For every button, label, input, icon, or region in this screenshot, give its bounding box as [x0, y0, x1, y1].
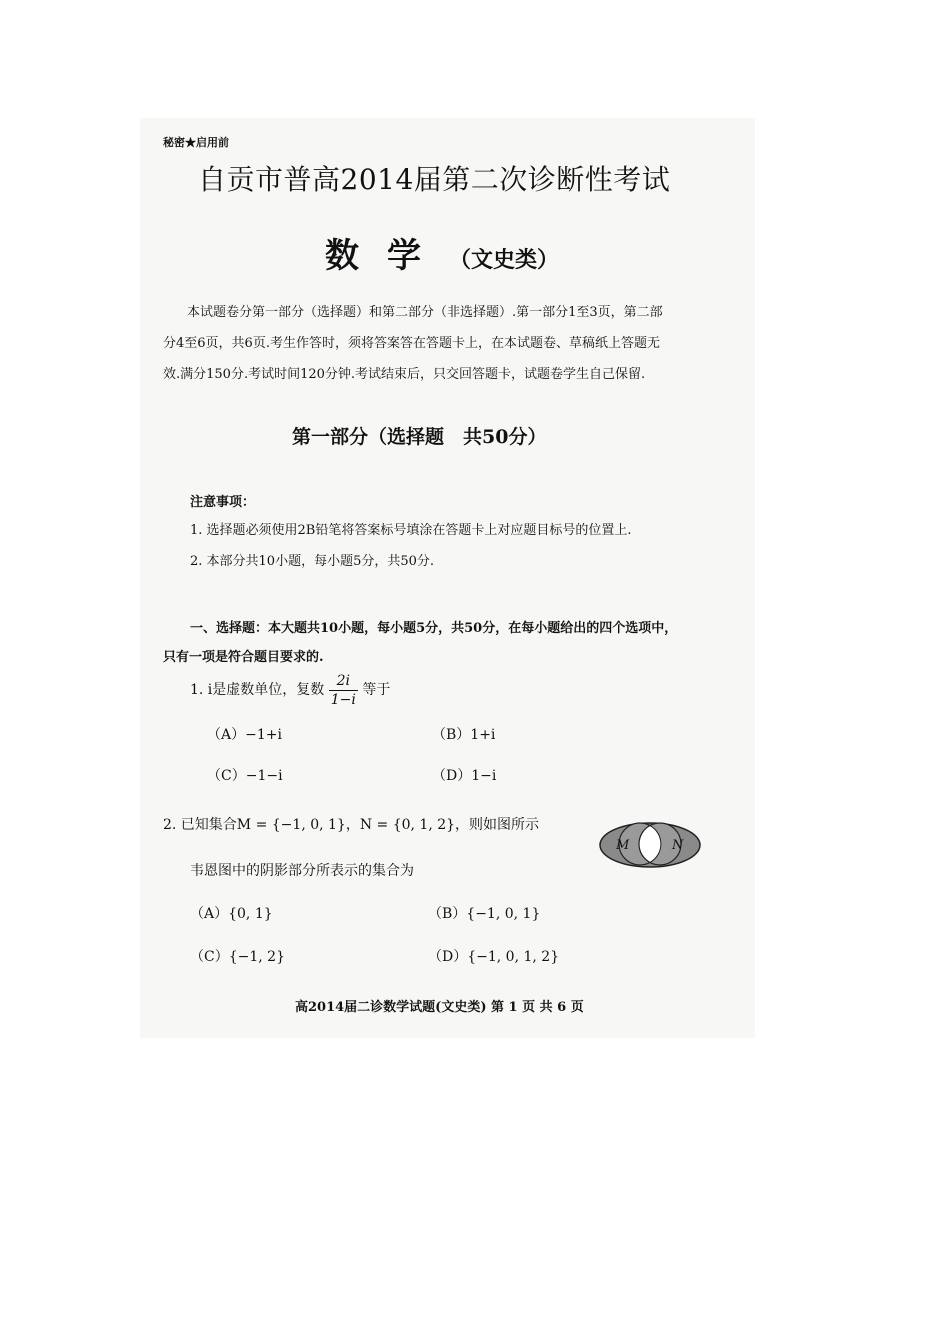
question-1-stem: [190, 670, 390, 710]
q2-option-a: （A）{0, 1}: [190, 906, 273, 922]
venn-label-m: M: [616, 838, 630, 853]
section1-instruction-2: 只有一项是符合题目要求的.: [163, 650, 324, 665]
q1-option-a: （A）−1+i: [207, 727, 282, 743]
q2-option-b: （B）{−1, 0, 1}: [428, 906, 541, 922]
part1-heading: 第一部分（选择题 共50分）: [292, 426, 547, 448]
q1-fraction-numerator: 2i: [329, 672, 358, 691]
intro-line-3: 效.满分150分.考试时间120分钟.考试结束后，只交回答题卡，试题卷学生自己保留.: [163, 367, 646, 382]
subject-heading: [325, 228, 559, 277]
section1-instruction-1: 一、选择题：本大题共10小题，每小题5分，共50分，在每小题给出的四个选项中，: [190, 621, 678, 636]
intro-line-1: 本试题卷分第一部分（选择题）和第二部分（非选择题）.第一部分1至3页，第二部: [187, 305, 663, 320]
q1-fraction: [329, 672, 358, 709]
subject-name: 数学: [325, 236, 449, 276]
page-footer: 高2014届二诊数学试题(文史类) 第 1 页 共 6 页: [295, 1000, 584, 1015]
venn-diagram: [598, 820, 702, 870]
q1-stem-suffix: 等于: [362, 682, 391, 698]
q1-stem-prefix: 1. i是虚数单位，复数: [190, 682, 325, 698]
question-2-stem-line-2: 韦恩图中的阴影部分所表示的集合为: [190, 863, 414, 879]
q1-option-d: （D）1−i: [432, 768, 497, 784]
note-item-2: 2. 本部分共10小题，每小题5分，共50分.: [190, 554, 435, 569]
q2-option-c: （C）{−1, 2}: [190, 949, 285, 965]
q1-fraction-denominator: 1−i: [330, 691, 356, 708]
question-2-stem-line-1: 2. 已知集合M = {−1, 0, 1}，N = {0, 1, 2}，则如图所示: [163, 817, 540, 833]
q2-option-d: （D）{−1, 0, 1, 2}: [428, 949, 560, 965]
note-item-1: 1. 选择题必须使用2B铅笔将答案标号填涂在答题卡上对应题目标号的位置上.: [190, 523, 632, 538]
secret-label: 秘密★启用前: [163, 136, 229, 149]
venn-label-n: N: [672, 838, 684, 853]
intro-line-2: 分4至6页，共6页.考生作答时，须将答案答在答题卡上，在本试题卷、草稿纸上答题无: [163, 336, 660, 351]
exam-title: 自贡市普高2014届第二次诊断性考试: [198, 163, 671, 196]
notes-title: 注意事项：: [190, 495, 256, 510]
subject-type: （文史类）: [449, 247, 560, 273]
q1-option-b: （B）1+i: [432, 727, 496, 743]
q1-option-c: （C）−1−i: [207, 768, 283, 784]
